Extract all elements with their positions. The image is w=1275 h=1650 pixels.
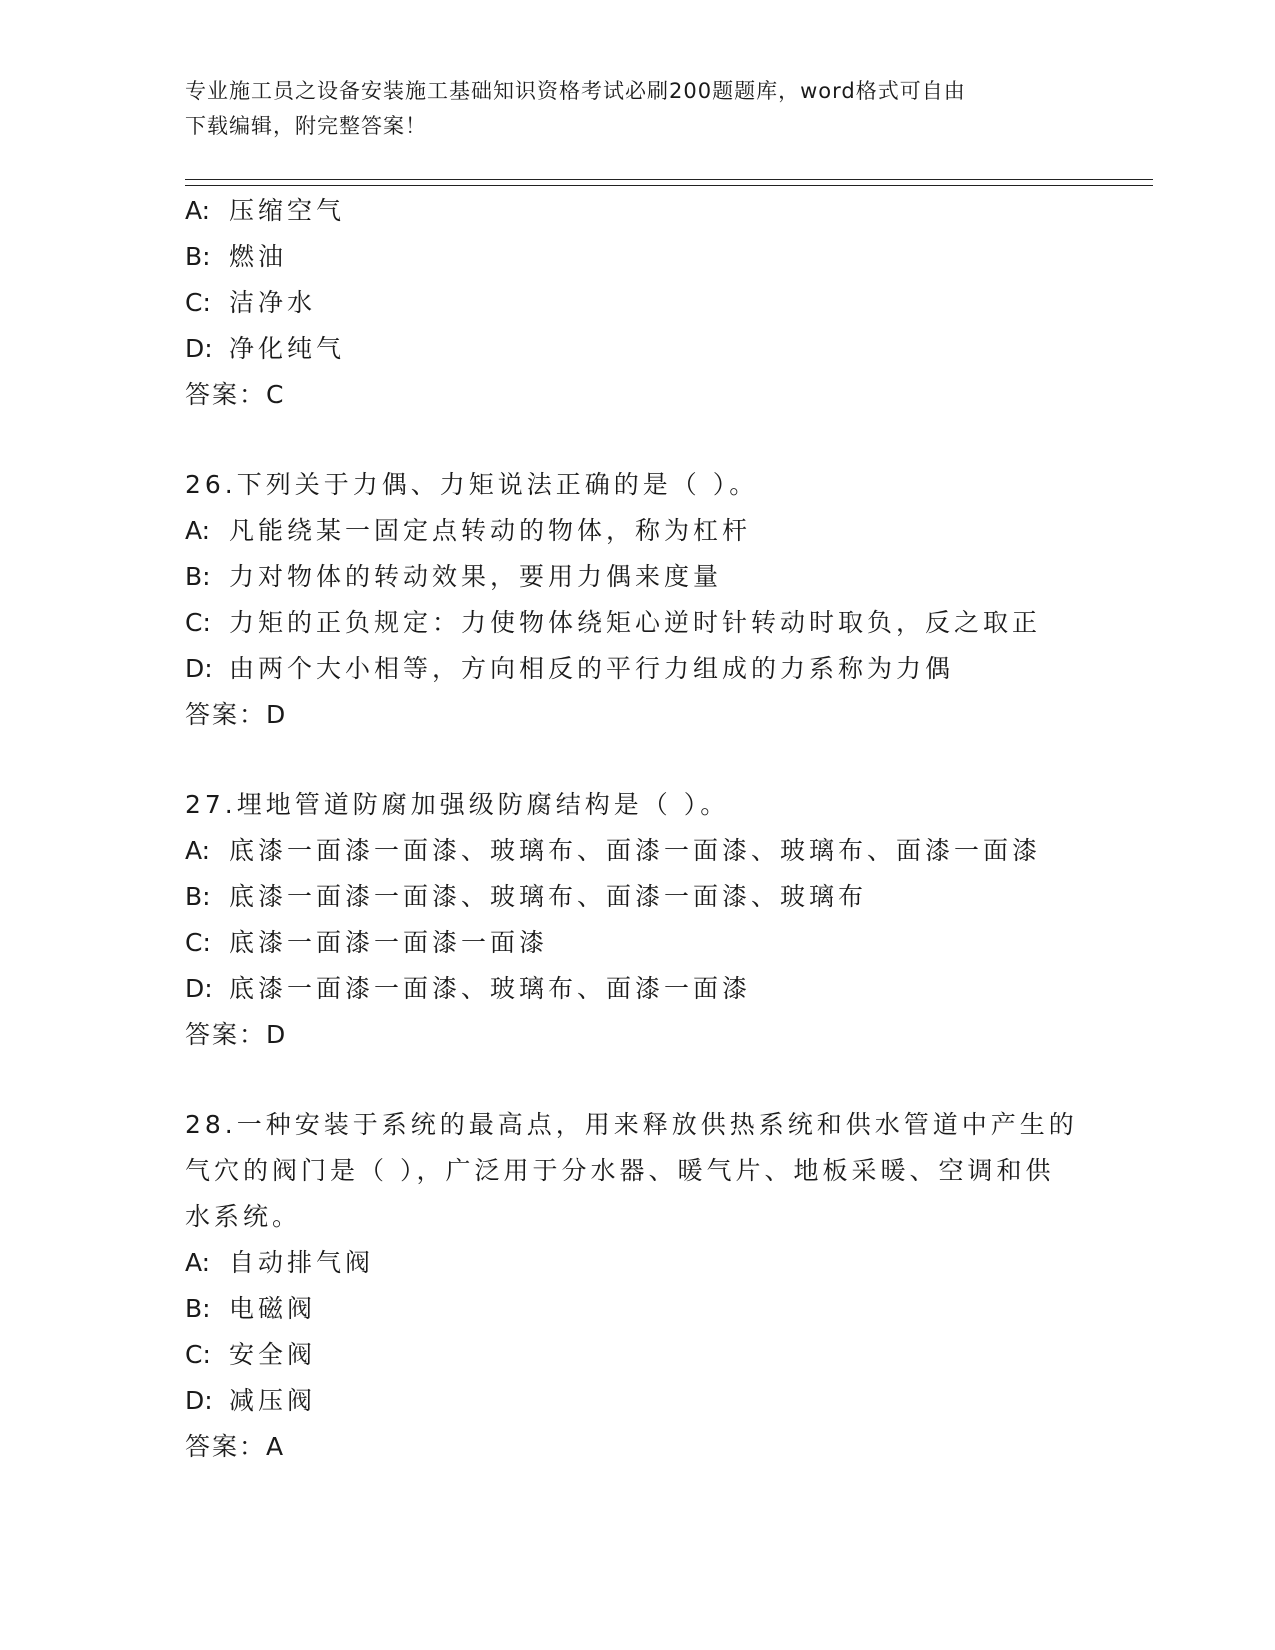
question-stem-line-1: 28.一种安装于系统的最高点，用来释放供热系统和供水管道中产生的: [185, 1110, 1078, 1139]
header-line-2: 下载编辑，附完整答案！: [185, 114, 427, 138]
option-text: 由两个大小相等，方向相反的平行力组成的力系称为力偶: [229, 654, 955, 683]
option-a: [185, 188, 1155, 234]
option-d: [185, 646, 1155, 692]
option-letter: C:: [185, 608, 211, 637]
option-b: [185, 234, 1155, 280]
spacer: [185, 418, 1155, 462]
option-b: [185, 554, 1155, 600]
spacer: [185, 738, 1155, 782]
option-letter: B:: [185, 562, 211, 591]
option-c: [185, 280, 1155, 326]
option-c: [185, 920, 1155, 966]
option-b: [185, 874, 1155, 920]
question-28: [185, 1102, 1155, 1470]
header-line-1: 专业施工员之设备安装施工基础知识资格考试必刷200题题库，word格式可自由: [185, 79, 966, 103]
option-text: 压缩空气: [229, 196, 346, 225]
option-text: 凡能绕某一固定点转动的物体，称为杠杆: [229, 516, 752, 545]
option-letter: A:: [185, 836, 211, 865]
option-text: 电磁阀: [229, 1294, 317, 1323]
option-text: 安全阀: [229, 1340, 317, 1369]
answer-line: 答案：C: [185, 380, 286, 409]
option-a: [185, 1240, 1155, 1286]
answer-line: 答案：D: [185, 700, 288, 729]
option-text: 洁净水: [229, 288, 317, 317]
option-d: [185, 1378, 1155, 1424]
option-letter: B:: [185, 882, 211, 911]
option-d: [185, 966, 1155, 1012]
answer-line: 答案：A: [185, 1432, 286, 1461]
option-a: [185, 828, 1155, 874]
option-letter: B:: [185, 242, 211, 271]
answer-line: 答案：D: [185, 1020, 288, 1049]
option-text: 底漆一面漆一面漆、玻璃布、面漆一面漆: [229, 974, 752, 1003]
option-c: [185, 1332, 1155, 1378]
option-text: 底漆一面漆一面漆、玻璃布、面漆一面漆、玻璃布: [229, 882, 868, 911]
option-letter: C:: [185, 1340, 211, 1369]
option-letter: D:: [185, 974, 213, 1003]
question-stem: 26.下列关于力偶、力矩说法正确的是（ ）。: [185, 470, 759, 499]
option-b: [185, 1286, 1155, 1332]
option-letter: B:: [185, 1294, 211, 1323]
question-27: [185, 782, 1155, 1058]
option-letter: A:: [185, 196, 211, 225]
option-text: 自动排气阀: [229, 1248, 375, 1277]
option-text: 底漆一面漆一面漆一面漆: [229, 928, 549, 957]
option-text: 力矩的正负规定：力使物体绕矩心逆时针转动时取负，反之取正: [229, 608, 1042, 637]
option-letter: A:: [185, 516, 211, 545]
question-26: [185, 462, 1155, 738]
option-text: 力对物体的转动效果，要用力偶来度量: [229, 562, 723, 591]
option-a: [185, 508, 1155, 554]
question-prev: [185, 188, 1155, 418]
option-text: 燃油: [229, 242, 288, 271]
question-list: [185, 188, 1155, 1470]
option-letter: D:: [185, 654, 213, 683]
option-letter: C:: [185, 928, 211, 957]
header-divider: [185, 179, 1153, 186]
option-text: 底漆一面漆一面漆、玻璃布、面漆一面漆、玻璃布、面漆一面漆: [229, 836, 1042, 865]
question-stem-line-2: 气穴的阀门是（ ），广泛用于分水器、暖气片、地板采暖、空调和供: [185, 1156, 1055, 1185]
option-letter: D:: [185, 1386, 213, 1415]
spacer: [185, 1058, 1155, 1102]
option-text: 减压阀: [229, 1386, 317, 1415]
option-letter: A:: [185, 1248, 211, 1277]
question-stem-line-3: 水系统。: [185, 1202, 302, 1231]
option-d: [185, 326, 1155, 372]
option-letter: C:: [185, 288, 211, 317]
option-letter: D:: [185, 334, 213, 363]
question-stem: 27.埋地管道防腐加强级防腐结构是（ ）。: [185, 790, 730, 819]
option-c: [185, 600, 1155, 646]
document-header: [185, 74, 1085, 144]
option-text: 净化纯气: [229, 334, 346, 363]
